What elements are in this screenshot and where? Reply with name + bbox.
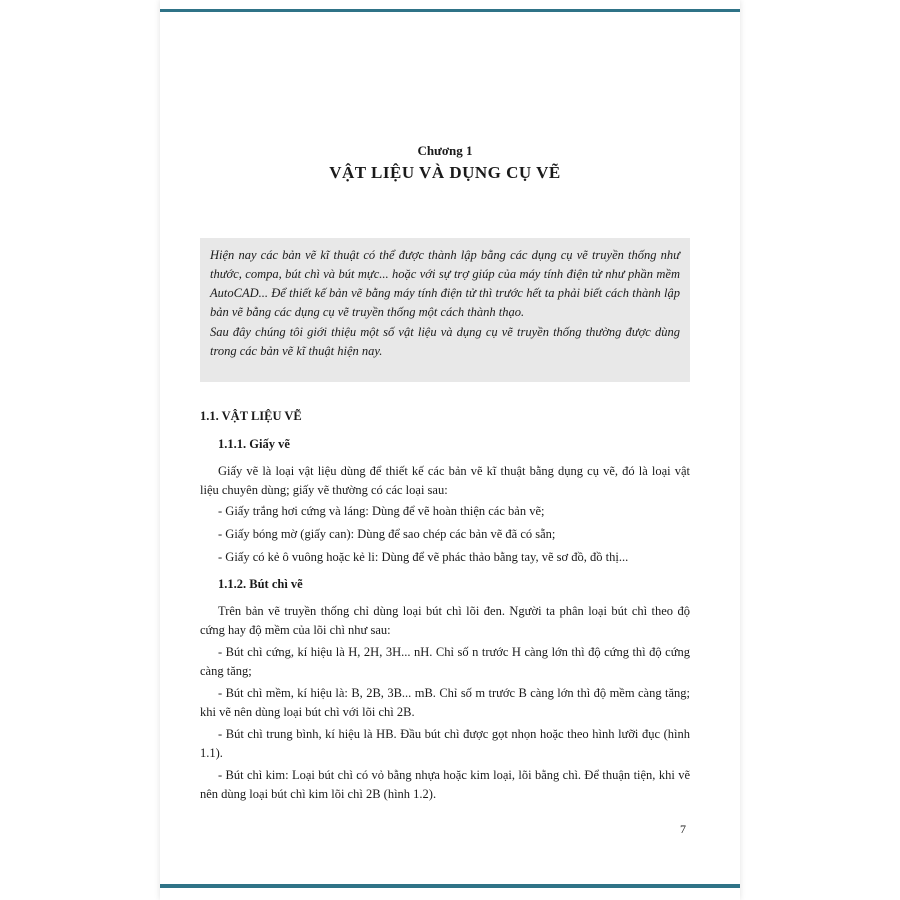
book-page — [160, 0, 740, 900]
intro-paragraph-1: Hiện nay các bản vẽ kĩ thuật có thể được thành lập bằng các dụng cụ vẽ truyền thống như thước, compa, bút chì và bút mực... hoặc với sự trợ giúp của máy tính điện tử như phần mềm AutoCAD... Để thiết kế bản vẽ bằng máy tính điện tử thì trước hết ta phải biết cách thành lập bản vẽ bằng các dụng cụ vẽ truyền thống một cách thành thạo. — [210, 248, 680, 319]
intro-box — [200, 238, 690, 382]
section-heading-1-1: 1.1. VẬT LIỆU VẼ — [200, 409, 302, 423]
chapter-label: Chương 1 — [417, 143, 473, 158]
subsection-heading-1-1-1: 1.1.1. Giấy vẽ — [218, 437, 290, 451]
paper-paragraph: Giấy vẽ là loại vật liệu dùng để thiết kế các bản vẽ kĩ thuật bằng dụng cụ vẽ, đó là loại vật liệu chuyên dùng; giấy vẽ thường có các loại sau: — [200, 464, 690, 497]
pencil-item-1: - Bút chì cứng, kí hiệu là H, 2H, 3H... nH. Chỉ số n trước H càng lớn thì độ cứng thì độ cứng càng tăng; — [200, 645, 690, 678]
paper-bullet-2: - Giấy bóng mờ (giấy can): Dùng để sao chép các bản vẽ đã có sẵn; — [218, 527, 556, 541]
chapter-title: VẬT LIỆU VÀ DỤNG CỤ VẼ — [329, 163, 561, 182]
top-accent-bar — [160, 9, 740, 12]
pencil-item-3: - Bút chì trung bình, kí hiệu là HB. Đầu bút chì được gọt nhọn hoặc theo hình lưỡi đục (hình 1.1). — [200, 727, 690, 760]
page-number: 7 — [680, 822, 686, 836]
intro-paragraph-2: Sau đây chúng tôi giới thiệu một số vật liệu và dụng cụ vẽ truyền thống thường được dùng trong các bản vẽ kĩ thuật hiện nay. — [210, 325, 680, 358]
subsection-heading-1-1-2: 1.1.2. Bút chì vẽ — [218, 577, 303, 591]
pencil-item-4: - Bút chì kim: Loại bút chì có vỏ bằng nhựa hoặc kim loại, lõi bằng chì. Để thuận tiện, khi vẽ nên dùng loại bút chì kim lõi chì 2B (hình 1.2). — [200, 768, 690, 801]
paper-bullet-1: - Giấy trắng hơi cứng và láng: Dùng để vẽ hoàn thiện các bản vẽ; — [218, 504, 545, 518]
pencil-paragraph: Trên bản vẽ truyền thống chỉ dùng loại bút chì lõi đen. Người ta phân loại bút chì theo độ cứng hay độ mềm của lõi chì như sau: — [200, 604, 690, 637]
bottom-accent-bar — [160, 884, 740, 888]
pencil-item-2: - Bút chì mềm, kí hiệu là: B, 2B, 3B... mB. Chỉ số m trước B càng lớn thì độ mềm càng tăng; khi vẽ nên dùng loại bút chì với lõi chì 2B. — [200, 686, 690, 719]
paper-bullet-3: - Giấy có kẻ ô vuông hoặc kẻ li: Dùng để vẽ phác thảo bằng tay, vẽ sơ đồ, đồ thị... — [218, 550, 629, 564]
